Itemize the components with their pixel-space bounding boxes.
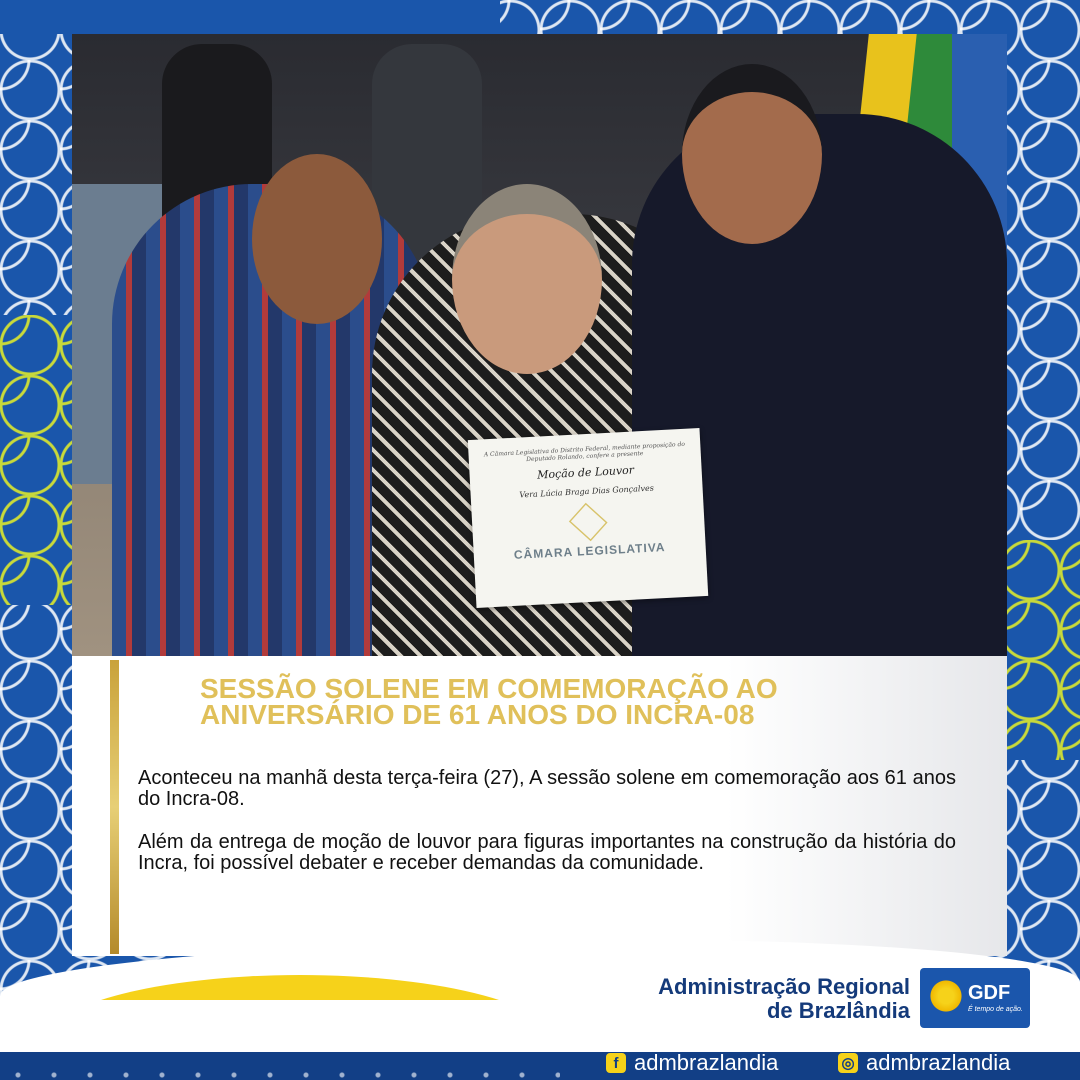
event-photo (72, 34, 1007, 656)
body-text (138, 768, 956, 874)
certificate-footer: CÂMARA LEGISLATIVA (513, 539, 666, 562)
facebook-icon: f (606, 1053, 626, 1073)
facebook-handle: admbrazlandia (634, 1050, 779, 1075)
certificate-recipient: Vera Lúcia Braga Dias Gonçalves (519, 483, 655, 500)
paragraph-2: Além da entrega de moção de louvor para figuras importantes na construção da história do Incra, foi possível debater e receber demandas da comunidade. (138, 831, 956, 874)
ipe-flower-icon (928, 978, 964, 1014)
police-officer-head (682, 64, 822, 244)
background-top-band (0, 0, 500, 34)
gdf-logo (920, 968, 1030, 1028)
green-pattern-left (0, 315, 72, 605)
certificate-logo-icon (569, 503, 608, 541)
instagram-handle: admbrazlandia (866, 1050, 1011, 1075)
certificate (468, 428, 708, 608)
gdf-tagline: É tempo de ação. (968, 1006, 1023, 1013)
man-plaid-shirt-head (252, 154, 382, 324)
green-pattern-right (1000, 540, 1080, 760)
honoree-woman-head (452, 184, 602, 374)
brand-name (658, 975, 910, 1023)
headline: SESSÃO SOLENE EM COMEMORAÇÃO AO ANIVERSÁRIO DE 61 ANOS DO INCRA-08 (200, 673, 778, 730)
gold-accent-bar (110, 660, 119, 954)
instagram-link[interactable] (838, 1050, 1010, 1076)
brand-line-1: Administração Regional (658, 974, 910, 999)
paragraph-1: Aconteceu na manhã desta terça-feira (27), A sessão solene em comemoração aos 61 anos do Incra-08. (138, 767, 956, 810)
certificate-title: Moção de Louvor (536, 463, 635, 482)
footer-wave-base (0, 1000, 1080, 1052)
facebook-link[interactable] (606, 1050, 778, 1076)
gdf-label: GDF (968, 982, 1011, 1004)
certificate-top-text: A Câmara Legislativa do Distrito Federal, mediante proposição do Deputado Rolando, confere a presente (483, 440, 686, 464)
social-bar-dots (0, 1070, 560, 1080)
instagram-icon: ◎ (838, 1053, 858, 1073)
brand-line-2: de Brazlândia (766, 998, 910, 1023)
